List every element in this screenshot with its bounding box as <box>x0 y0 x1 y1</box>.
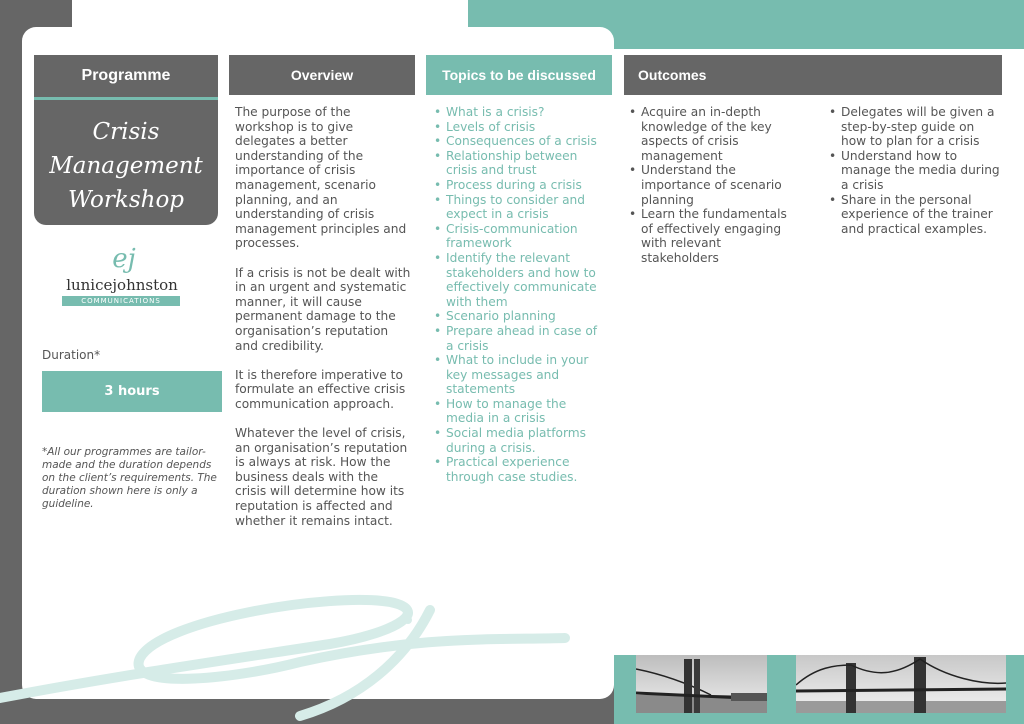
programme-title-line: Crisis <box>92 119 160 145</box>
topic-item: • Prepare ahead in case of a crisis <box>434 324 606 353</box>
overview-paragraph: It is therefore imperative to formulate an effective crisis communication approach. <box>235 367 406 411</box>
overview-paragraph: The purpose of the workshop is to give delegates a better understanding of the importance of crisis management, scenario planning, and an understanding of crisis management principles and processes. <box>235 105 407 251</box>
duration-badge: 3 hours <box>42 371 222 412</box>
programme-panel <box>34 55 218 225</box>
topics-list <box>434 105 606 484</box>
programme-title-line: Workshop <box>67 187 185 213</box>
outcome-item: • Share in the personal experience of the trainer and practical examples. <box>829 193 1001 237</box>
topic-item: • What is a crisis? <box>434 105 606 120</box>
logo-name: lunicejohnston <box>66 276 178 294</box>
topics-body <box>434 105 606 484</box>
outcomes-heading: Outcomes <box>624 55 1002 95</box>
outcome-item: • Delegates will be given a step-by-step guide on how to plan for a crisis <box>829 105 1001 149</box>
watermark-ej-logo <box>0 580 620 724</box>
bridge-photo-left <box>636 655 767 713</box>
duration-label: Duration* <box>42 348 101 362</box>
outcome-item: • Learn the fundamentals of effectively engaging with relevant stakeholders <box>629 207 799 265</box>
topics-heading: Topics to be discussed <box>426 55 612 95</box>
topic-item: • Consequences of a crisis <box>434 134 606 149</box>
overview-heading: Overview <box>229 55 415 95</box>
overview-paragraph: If a crisis is not be dealt with in an urgent and systematic manner, it will cause permanent damage to the organisation’s reputation and credibility. <box>235 265 411 353</box>
outcomes-right-column <box>829 105 1001 236</box>
logo-tagline: COMMUNICATIONS <box>62 296 180 306</box>
topic-item: • Levels of crisis <box>434 120 606 135</box>
programme-title-line: Management <box>49 153 203 179</box>
topic-item: • Relationship between crisis and trust <box>434 149 606 178</box>
programme-title <box>34 115 218 217</box>
outcome-item: • Understand how to manage the media during a crisis <box>829 149 1001 193</box>
topic-item: • Things to consider and expect in a crisis <box>434 193 606 222</box>
overview-body <box>235 105 412 543</box>
topic-item: • Social media platforms during a crisis. <box>434 426 606 455</box>
outcomes-list-left <box>629 105 799 266</box>
outcome-item: • Acquire an in-depth knowledge of the key aspects of crisis management <box>629 105 799 163</box>
topic-item: • Crisis-communication framework <box>434 222 606 251</box>
topic-item: • Scenario planning <box>434 309 606 324</box>
topic-item: • What to include in your key messages and statements <box>434 353 606 397</box>
duration-footnote: *All our programmes are tailor-made and the duration depends on the client’s requirements. The duration shown here is only a guideline. <box>42 446 217 510</box>
outcome-item: • Understand the importance of scenario planning <box>629 163 799 207</box>
topic-item: • Identify the relevant stakeholders and how to effectively communicate with them <box>434 251 606 309</box>
company-logo <box>58 244 186 314</box>
outcomes-list-right <box>829 105 1001 236</box>
bridge-photo-right <box>796 655 1006 713</box>
programme-label: Programme <box>34 55 218 100</box>
topic-item: • Process during a crisis <box>434 178 606 193</box>
outcomes-left-column <box>629 105 799 266</box>
overview-paragraph: Whatever the level of crisis, an organisation’s reputation is always at risk. How the business deals with the crisis will determine how its reputation is affected and whether it remains intact. <box>235 426 408 528</box>
logo-initials: ej <box>112 244 136 274</box>
topic-item: • Practical experience through case studies. <box>434 455 606 484</box>
topic-item: • How to manage the media in a crisis <box>434 397 606 426</box>
